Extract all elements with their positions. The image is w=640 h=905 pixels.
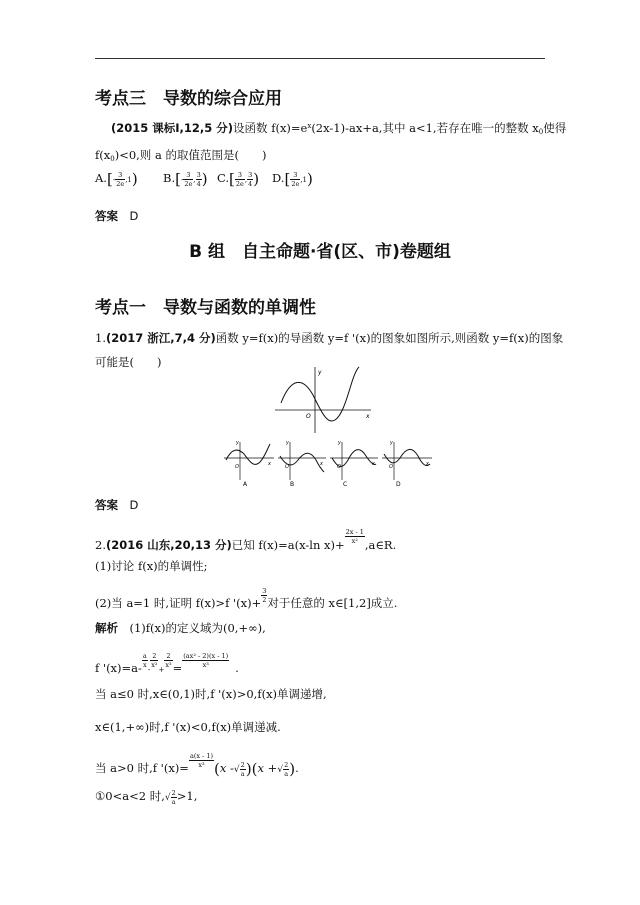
fraction: $\frac{2}{\text{x³}}$ xyxy=(165,652,172,669)
solution-line6 xyxy=(95,788,197,806)
section-heading-3: 考点三 导数的综合应用 xyxy=(95,89,282,109)
answer-line-1 xyxy=(95,208,138,224)
sign: - xyxy=(147,666,151,674)
question-2-part2 xyxy=(95,587,397,611)
bracket: ) xyxy=(131,170,138,188)
question-source: (2016 山东,20,13 分) xyxy=(105,538,232,552)
bracket: ) xyxy=(201,170,208,188)
sign: - xyxy=(112,176,116,184)
graph-c-label: C xyxy=(343,481,348,488)
question-number: 2. xyxy=(95,538,106,552)
derivative-graph xyxy=(275,365,375,435)
value: 1 xyxy=(127,176,132,184)
fraction: $\frac{2x - 1}{\text{x²}}$ xyxy=(345,528,364,545)
bracket: [ xyxy=(175,170,181,188)
fraction: $\frac{2}{\text{x²}}$ xyxy=(151,652,158,669)
question-2-line1 xyxy=(95,528,396,553)
option-label: D. xyxy=(272,171,285,185)
comma: , xyxy=(125,176,128,184)
graph-c-y: y xyxy=(338,440,341,446)
paren: ) xyxy=(245,760,252,778)
option-label: B. xyxy=(163,171,176,185)
fraction: $\frac{3}{2e}$ xyxy=(235,170,244,188)
expr: x - xyxy=(219,761,234,775)
sign: + xyxy=(158,666,165,674)
solution-line5 xyxy=(95,752,299,778)
question-source: (2015 课标Ⅰ,12,5 分) xyxy=(111,121,234,135)
bracket: [ xyxy=(106,170,113,188)
question-text: ,a∈R. xyxy=(364,538,397,552)
value: 1 xyxy=(302,176,308,184)
solution-line4: x∈(1,+∞)时,f '(x)<0,f(x)单调递减. xyxy=(95,720,281,734)
paren: ( xyxy=(214,760,220,778)
question-number: 1. xyxy=(95,331,106,345)
solution-text: 当 a>0 时,f '(x)= xyxy=(95,761,189,775)
graph-b xyxy=(278,440,326,488)
graph-d-label: D xyxy=(396,481,401,488)
question-text: 已知 f(x)=a(x-ln x)+ xyxy=(231,538,345,552)
paren: ( xyxy=(251,760,258,778)
answer-value: D xyxy=(129,498,139,512)
fraction: $\frac{a}{x}$ xyxy=(142,652,147,669)
solution-line3: 当 a≤0 时,x∈(0,1)时,f '(x)>0,f(x)单调递增, xyxy=(95,687,327,701)
fraction: $\frac{\text{(ax² - 2)(x - 1)}}{\text{x³}}$ xyxy=(183,652,229,669)
subscript: 0 xyxy=(538,128,544,136)
period: . xyxy=(295,761,299,775)
graph-d-x: x xyxy=(426,461,429,467)
subscript: 0 xyxy=(110,155,115,163)
question-text: 对于任意的 x∈[1,2]成立. xyxy=(267,596,398,610)
comma: , xyxy=(300,176,303,184)
question-text: f(x xyxy=(95,148,111,162)
top-rule xyxy=(95,58,545,59)
option-b[interactable] xyxy=(163,170,208,188)
solution-text: ①0<a<2 时, xyxy=(95,789,165,803)
sign: - xyxy=(180,176,184,184)
option-graphs xyxy=(222,438,434,490)
fraction: $\frac{3}{2}$ xyxy=(262,587,267,604)
sqrt: √ $\frac{2}{a}$ xyxy=(164,788,176,806)
graph-b-x: x xyxy=(320,461,323,467)
solution-text: (1)f(x)的定义域为(0,+∞), xyxy=(129,621,266,635)
answer-label: 答案 xyxy=(95,498,118,512)
option-label: C. xyxy=(217,171,230,185)
answer-line-2 xyxy=(95,497,138,513)
graph-a xyxy=(224,440,274,488)
graph-a-y: y xyxy=(236,440,239,446)
graph-a-label: A xyxy=(243,481,248,488)
graph-d-o: O xyxy=(389,464,393,470)
fraction: $\frac{a(x - 1)}{\text{x³}}$ xyxy=(189,752,214,769)
exponent: x xyxy=(307,122,312,130)
question-text: 使得 xyxy=(543,121,567,135)
question-1-line2: 可能是( ) xyxy=(95,355,162,369)
question-text: (2)当 a=1 时,证明 f(x)>f '(x)+ xyxy=(95,596,262,610)
solution-text: >1, xyxy=(176,789,198,803)
question-text: 设函数 f(x)=e xyxy=(233,121,308,135)
solution-text: f '(x)=a- xyxy=(95,661,142,675)
bracket: [ xyxy=(229,170,235,188)
fig-label-y: y xyxy=(318,369,322,376)
sqrt: √ $\frac{2}{a}$ xyxy=(277,760,289,778)
fraction: $\frac{3}{4}$ xyxy=(196,170,201,188)
graph-b-o: O xyxy=(285,464,289,470)
fig-label-o: O xyxy=(306,413,311,420)
question-text: 函数 y=f(x)的导函数 y=f '(x)的图象如图所示,则函数 y=f(x)的图象 xyxy=(215,331,564,345)
question-2015-line2 xyxy=(95,147,266,163)
bracket: ) xyxy=(253,170,260,188)
question-source: (2017 浙江,7,4 分) xyxy=(105,331,216,345)
fraction: $\frac{3}{4}$ xyxy=(248,170,253,188)
question-2-part1: (1)讨论 f(x)的单调性; xyxy=(95,559,208,573)
comma: , xyxy=(244,176,248,184)
period: . xyxy=(235,661,239,675)
sign: = xyxy=(172,661,183,675)
section-heading-1: 考点一 导数与函数的单调性 xyxy=(95,298,316,318)
graph-d-y: y xyxy=(390,440,393,446)
fraction: $\frac{3}{2e}$ xyxy=(291,170,300,188)
sqrt: √ $\frac{2}{a}$ xyxy=(233,760,245,778)
graph-b-y: y xyxy=(286,440,289,446)
graph-a-o: O xyxy=(235,464,239,470)
option-c[interactable] xyxy=(217,170,259,188)
fraction: $\frac{3}{2e}$ xyxy=(116,170,125,188)
question-text: (2x-1)-ax+a,其中 a<1,若存在唯一的整数 x xyxy=(311,121,539,135)
graph-c xyxy=(330,440,378,488)
graph-a-x: x xyxy=(268,461,271,467)
solution-line2 xyxy=(95,652,239,675)
option-d[interactable] xyxy=(272,170,313,188)
group-b-heading: B 组 自主命题·省(区、市)卷题组 xyxy=(189,242,451,262)
question-text: )<0,则 a 的取值范围是( ) xyxy=(114,148,267,162)
question-1-line1 xyxy=(95,330,563,346)
solution-label: 解析 xyxy=(95,621,118,635)
option-label: A. xyxy=(95,171,107,185)
answer-value: D xyxy=(129,209,139,223)
option-a[interactable] xyxy=(95,170,138,188)
graph-d xyxy=(382,440,432,488)
fig-label-x: x xyxy=(366,413,370,420)
graph-b-label: B xyxy=(290,481,295,488)
bracket: ) xyxy=(307,170,313,188)
expr: x + xyxy=(257,761,278,775)
graph-c-o: O xyxy=(337,464,341,470)
fraction: $\frac{3}{2e}$ xyxy=(184,170,193,188)
bracket: [ xyxy=(284,170,291,188)
graph-c-x: x xyxy=(372,461,375,467)
solution-line1 xyxy=(95,620,266,636)
answer-label: 答案 xyxy=(95,209,118,223)
paren: ) xyxy=(289,760,296,778)
comma: , xyxy=(193,176,196,184)
question-2015-line1 xyxy=(111,120,566,136)
